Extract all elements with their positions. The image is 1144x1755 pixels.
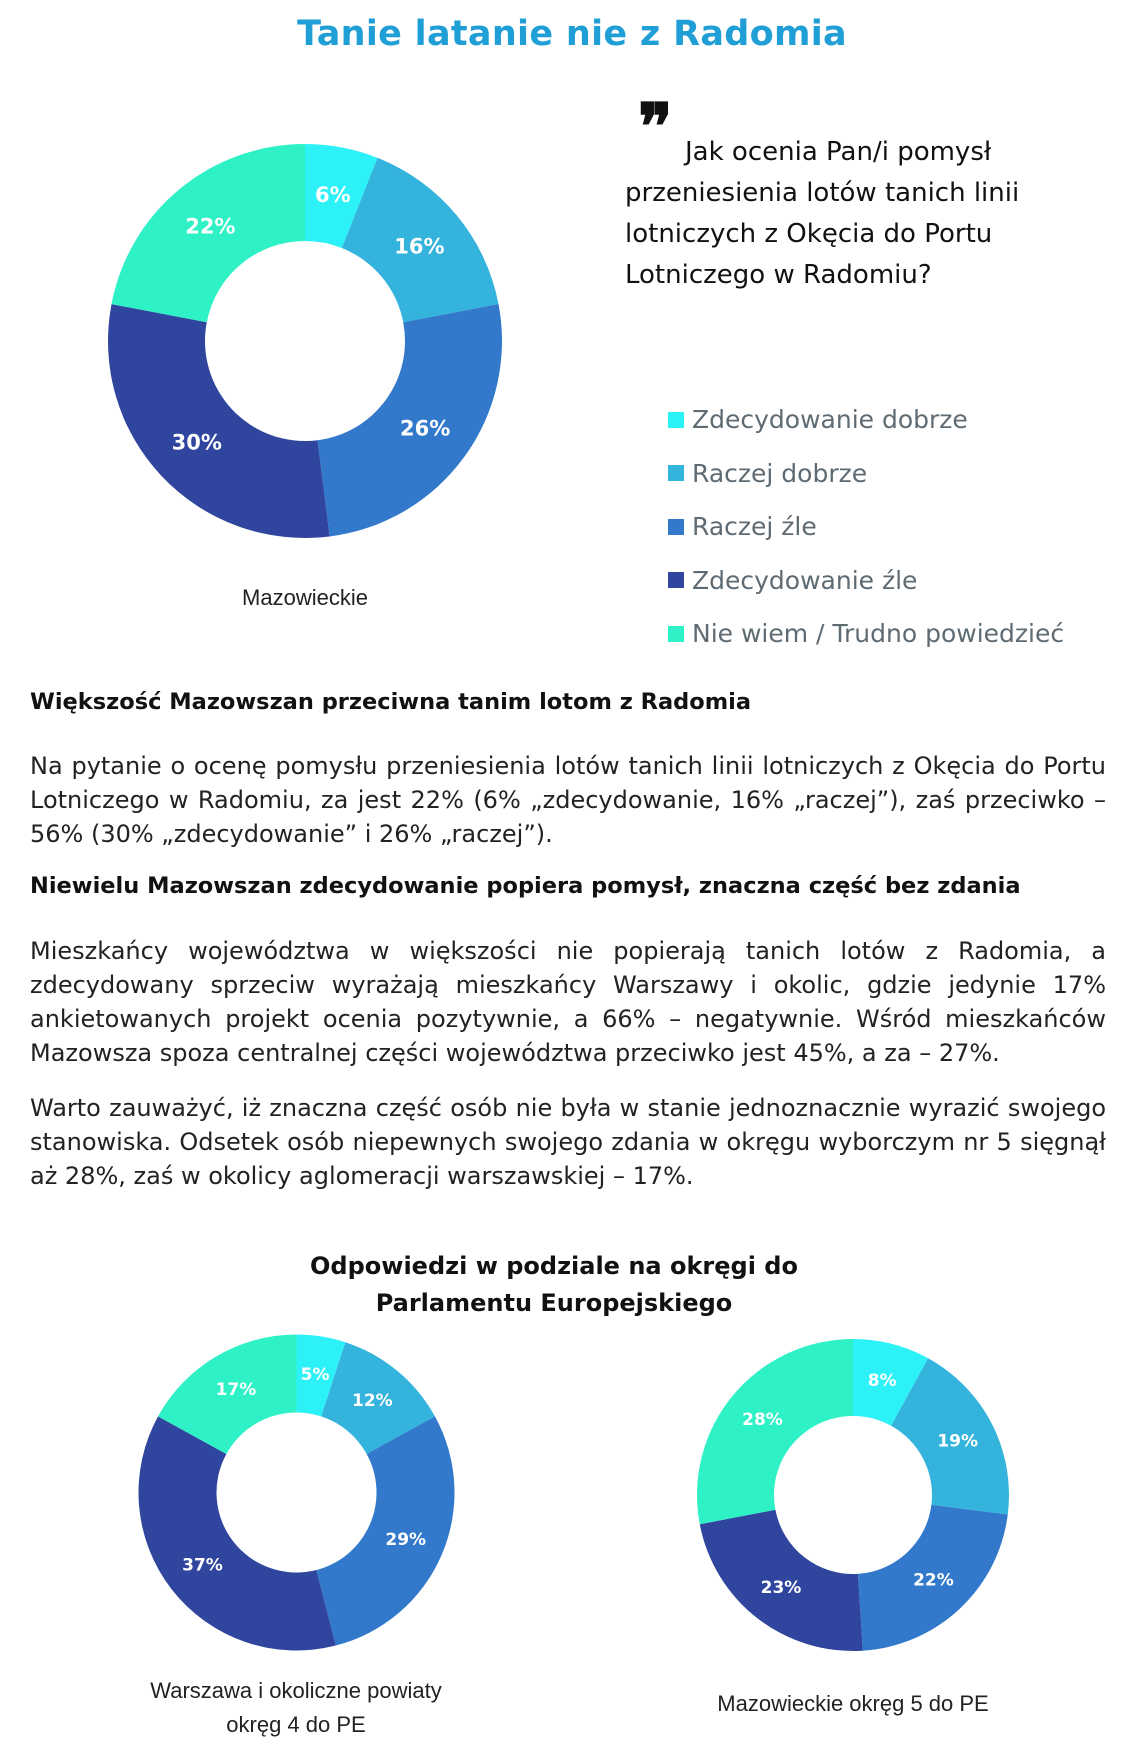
question-line: Jak ocenia Pan/i pomysł xyxy=(685,137,992,167)
legend-label: Raczej dobrze xyxy=(692,458,868,488)
data-label: 29% xyxy=(385,1529,427,1550)
legend-label: Zdecydowanie dobrze xyxy=(692,405,968,435)
question-line: lotniczych z Okęcia do Portu xyxy=(625,219,993,249)
legend-item xyxy=(668,500,1064,554)
chart-caption-okreg-5 xyxy=(683,1687,1023,1721)
caption-line: Mazowieckie okręg 5 do PE xyxy=(717,1691,989,1716)
section-title-line: Odpowiedzi w podziale na okręgi do xyxy=(310,1252,798,1280)
section-heading: Większość Mazowszan przeciwna tanim lotom z Radomia xyxy=(30,689,752,715)
data-label: 22% xyxy=(185,214,236,239)
section-title-line: Parlamentu Europejskiego xyxy=(375,1289,733,1317)
question-line: Lotniczego w Radomiu? xyxy=(625,260,932,290)
legend-swatch xyxy=(668,626,684,642)
survey-question xyxy=(625,132,1065,296)
legend-label: Nie wiem / Trudno powiedzieć xyxy=(692,619,1065,649)
legend-item xyxy=(668,447,1064,501)
legend-swatch xyxy=(668,412,684,428)
legend-item xyxy=(668,607,1064,661)
caption-line: Warszawa i okoliczne powiaty xyxy=(150,1678,442,1703)
section-heading: Niewielu Mazowszan zdecydowanie popiera pomysł, znaczna część bez zdania xyxy=(30,873,1021,899)
data-label: 30% xyxy=(171,430,222,455)
caption-line: okręg 4 do PE xyxy=(226,1712,366,1737)
donut-slice-nie-wiem-trudno-powiedziec xyxy=(697,1339,853,1524)
chart-legend xyxy=(668,393,1064,661)
data-label: 16% xyxy=(394,234,445,259)
paragraph: Mieszkańcy województwa w większości nie popierają tanich lotów z Radomia, a zdecydowany sprzeciw wyrażają mieszkańcy Warszawy i okolic, gdzie jedynie 17% ankietowanych projekt ocenia pozytywnie, a 66% – negatywnie. Wśród mieszkańców Mazowsza spoza centralnej części województwa przeciwko jest 45%, a za – 27%. xyxy=(30,937,1106,1067)
legend-label: Raczej źle xyxy=(692,512,817,542)
data-label: 22% xyxy=(913,1570,954,1591)
chart-caption-mazowieckie: Mazowieckie xyxy=(242,585,368,610)
data-label: 23% xyxy=(760,1577,802,1598)
data-label: 6% xyxy=(314,183,351,208)
data-label: 28% xyxy=(742,1410,783,1431)
data-label: 26% xyxy=(400,416,451,441)
donut-chart-okreg-4 xyxy=(134,1330,459,1655)
donut-chart-okreg-5 xyxy=(693,1335,1013,1655)
legend-item xyxy=(668,554,1064,608)
data-label: 5% xyxy=(300,1364,330,1385)
data-label: 37% xyxy=(182,1555,223,1576)
data-label: 12% xyxy=(352,1390,393,1411)
legend-swatch xyxy=(668,519,684,535)
quote-icon: ❞ xyxy=(638,90,673,165)
legend-label: Zdecydowanie źle xyxy=(692,565,918,595)
donut-slice-zdecydowanie-zle xyxy=(139,1416,336,1650)
question-line: przeniesienia lotów tanich linii xyxy=(625,178,1020,208)
section-title xyxy=(300,1248,808,1322)
page-title: Tanie latanie nie z Radomia xyxy=(297,14,847,54)
donut-chart-mazowieckie xyxy=(100,136,510,546)
donut-slice-zdecydowanie-zle xyxy=(108,304,330,538)
data-label: 8% xyxy=(867,1371,897,1392)
data-label: 17% xyxy=(215,1380,257,1401)
paragraph: Warto zauważyć, iż znaczna część osób nie była w stanie jednoznacznie wyrazić swojego stanowiska. Odsetek osób niepewnych swojego zdania w okręgu wyborczym nr 5 sięgnął aż 28%, zaś w okolicy aglomeracji warszawskiej – 17%. xyxy=(30,1094,1106,1190)
data-label: 19% xyxy=(937,1431,979,1452)
legend-swatch xyxy=(668,465,684,481)
paragraph: Na pytanie o ocenę pomysłu przeniesienia lotów tanich linii lotniczych z Okęcia do Portu Lotniczego w Radomiu, za jest 22% (6% „zdecydowanie, 16% „raczej”), zaś przeciwko – 56% (30% „zdecydowanie” i 26% „raczej”). xyxy=(30,752,1106,848)
legend-swatch xyxy=(668,572,684,588)
legend-item xyxy=(668,393,1064,447)
chart-caption-okreg-4 xyxy=(126,1674,466,1742)
